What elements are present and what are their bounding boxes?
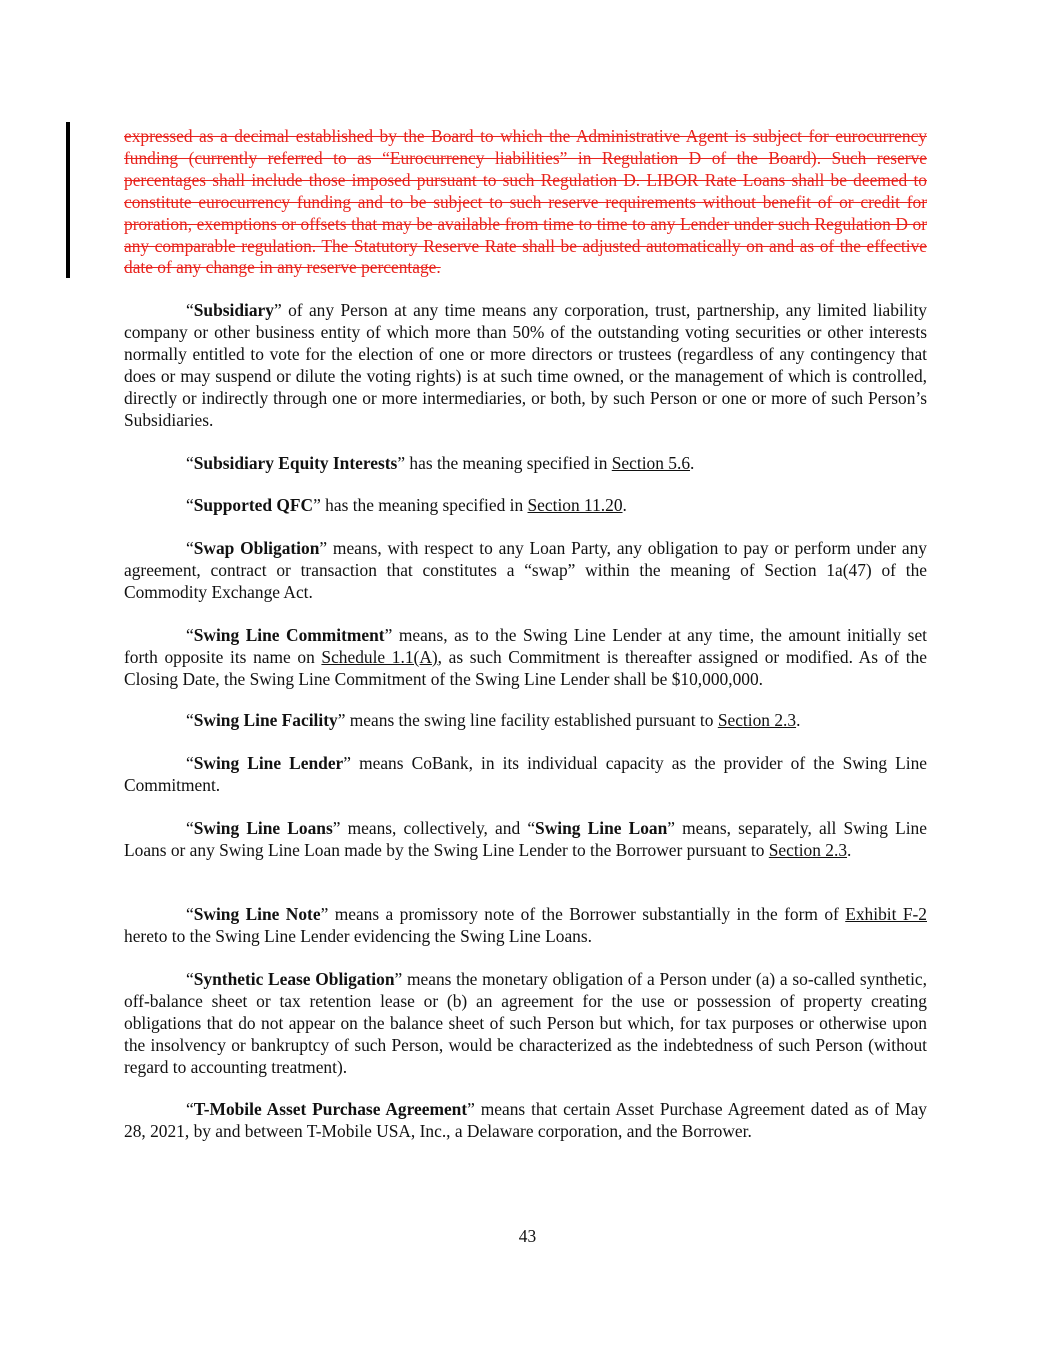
defined-term: Swap Obligation [193,538,320,558]
defined-term: Swing Line Lender [193,753,344,773]
definition-text-secondary: ” means, separately, all Swing Line Loans or any Swing Line Loan made by the Swing Line Lender to the Borrower pursuant to [124,818,927,860]
definition-text-end: . [622,495,627,515]
defined-term-secondary: Swing Line Loan [535,818,668,838]
defined-term: Synthetic Lease Obligation [193,969,395,989]
definition-text: means a promissory note of the Borrower substantially in the form of [328,904,846,924]
defined-term: Swing Line Loans [193,818,333,838]
section-reference-link[interactable]: Section 2.3 [768,839,848,860]
definition-text: means CoBank, in its individual capacity as the provider of the Swing Line Commitment. [124,753,927,795]
definition-text-end: . [796,710,801,730]
defined-term: Swing Line Facility [193,710,338,730]
definition-text: has the meaning specified in [405,453,612,473]
exhibit-reference-link[interactable]: Exhibit F-2 [845,904,927,924]
definition-text: means, with respect to any Loan Party, any obligation to pay or perform under any agreement, contract or transaction that constitutes a “swap” within the meaning of Section 1a(47) of the Commodity Exchange Act. [124,538,927,602]
definition-supported-qfc: “Supported QFC” has the meaning specified in Section 11.20. [186,495,627,515]
section-reference-link[interactable]: Section 5.6 [611,453,691,473]
definition-text: of any Person at any time means any corporation, trust, partnership, any limited liability company or other business entity of which more than 50% of the outstanding voting securities or other interests normally entitled to vote for the election of one or more directors or trustees (regardless of any contingency that does or may suspend or dilute the voting rights) is at such time owned, or the management of which is controlled, directly or indirectly through one or more intermediaries, or both, by such Person or one or more of such Person’s Subsidiaries. [124,300,927,430]
defined-term: Subsidiary Equity Interests [193,453,398,473]
definition-subsidiary-equity-interests: “Subsidiary Equity Interests” has the meaning specified in Section 5.6. [186,453,695,473]
definition-text: means that certain Asset Purchase Agreement dated as of May 28, 2021, by and between T-Mobile USA, Inc., a Delaware corporation, and the Borrower. [124,1099,927,1141]
defined-term: Swing Line Commitment [193,625,385,645]
definition-swing-line-facility: “Swing Line Facility” means the swing line facility established pursuant to Section 2.3. [186,710,801,730]
revision-change-bar [66,122,70,278]
definition-text-end: hereto to the Swing Line Lender evidencing the Swing Line Loans. [124,925,592,946]
section-reference-link[interactable]: Section 11.20 [527,495,623,515]
definition-text: means the monetary obligation of a Person under (a) a so-called synthetic, off-balance sheet or tax retention lease or (b) an agreement for the use or possession of property creating obligations that do not appear on the balance sheet of such Person but which, for tax purposes or otherwise upon the insolvency or bankruptcy of such Person, would be characterized as the indebtedness of such Person (without regard to accounting treatment). [124,969,927,1077]
definition-text-end: , as such Commitment is thereafter assigned or modified. As of the Closing Date, the Swing Line Commitment of the Swing Line Lender shall be $10,000,000. [124,646,927,689]
defined-term: Subsidiary [193,300,274,320]
page-number: 43 [518,1226,537,1246]
definition-swap-obligation: “Swap Obligation” means, with respect to any Loan Party, any obligation to pay or perform under any agreement, contract or transaction that constitutes a “swap” within the meaning of Section 1a(47) of the Commodity Exchange Act. [124,538,927,602]
definition-swing-line-lender: “Swing Line Lender” means CoBank, in its individual capacity as the provider of the Swing Line Commitment. [124,753,927,795]
defined-term: Supported QFC [193,495,314,515]
deleted-paragraph: expressed as a decimal established by the Board to which the Administrative Agent is subject for eurocurrency funding (currently referred to as “Eurocurrency liabilities” in Regulation D of the Board). Such reserve percentages shall include those imposed pursuant to such Regulation D. LIBOR Rate Loans shall be deemed to constitute eurocurrency funding and to be subject to such reserve requirements without benefit of or credit for proration, exemptions or offsets that may be available from time to time to any Lender under such Regulation D or any comparable regulation. The Statutory Reserve Rate shall be adjusted automatically on and as of the effective date of any change in any reserve percentage. [124,126,927,278]
definition-swing-line-commitment: “Swing Line Commitment” means, as to the Swing Line Lender at any time, the amount initially set forth opposite its name on Schedule 1.1(A), as such Commitment is thereafter assigned or modified. As of the Closing Date, the Swing Line Commitment of the Swing Line Lender shall be $10,000,000. [124,625,927,689]
definition-swing-line-note: “Swing Line Note” means a promissory note of the Borrower substantially in the form of Exhibit F-2 hereto to the Swing Line Lender evidencing the Swing Line Loans. [124,904,927,946]
definition-subsidiary: “Subsidiary” of any Person at any time means any corporation, trust, partnership, any limited liability company or other business entity of which more than 50% of the outstanding voting securities or other interests normally entitled to vote for the election of one or more directors or trustees (regardless of any contingency that does or may suspend or dilute the voting rights) is at such time owned, or the management of which is controlled, directly or indirectly through one or more intermediaries, or both, by such Person or one or more of such Person’s Subsidiaries. [124,300,927,430]
definition-swing-line-loans: “Swing Line Loans” means, collectively, and “Swing Line Loan” means, separately, all Swing Line Loans or any Swing Line Loan made by the Swing Line Lender to the Borrower pursuant to Section 2.3. [124,818,927,860]
defined-term: Swing Line Note [193,904,321,924]
definition-text-end: . [847,839,852,860]
definition-text: means the swing line facility established pursuant to [345,710,718,730]
definition-text: means, as to the Swing Line Lender at any time, the amount initially set forth opposite its name on [124,625,927,667]
defined-term: T-Mobile Asset Purchase Agreement [193,1099,468,1119]
definition-synthetic-lease-obligation: “Synthetic Lease Obligation” means the monetary obligation of a Person under (a) a so-called synthetic, off-balance sheet or tax retention lease or (b) an agreement for the use or possession of property creating obligations that do not appear on the balance sheet of such Person but which, for tax purposes or otherwise upon the insolvency or bankruptcy of such Person, would be characterized as the indebtedness of such Person (without regard to accounting treatment). [124,969,927,1077]
definition-text-end: . [690,453,695,473]
definition-text: means, collectively, and “ [340,818,536,838]
definition-text: has the meaning specified in [320,495,528,515]
definition-tmobile-asset-purchase-agreement: “T-Mobile Asset Purchase Agreement” means that certain Asset Purchase Agreement dated as of May 28, 2021, by and between T-Mobile USA, Inc., a Delaware corporation, and the Borrower. [124,1099,927,1141]
section-reference-link[interactable]: Section 2.3 [717,710,797,730]
schedule-reference-link[interactable]: Schedule 1.1(A) [321,646,438,667]
